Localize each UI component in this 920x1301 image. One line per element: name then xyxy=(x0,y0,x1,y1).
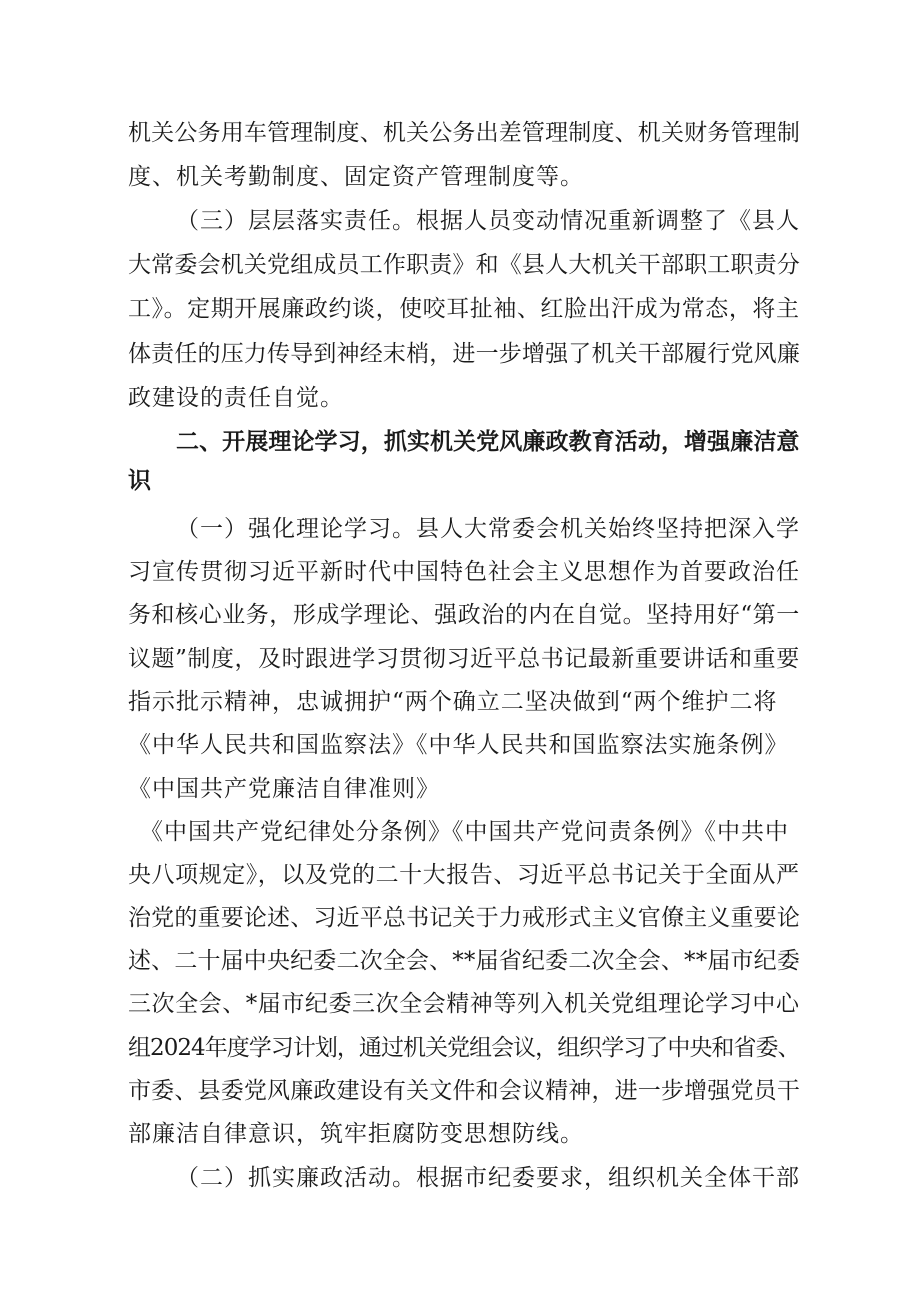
text-line: 机关公务用车管理制度、机关公务出差管理制度、机关财务管理制 xyxy=(128,120,800,146)
text-line: 三次全会、*届市纪委三次全会精神等列入机关党组理论学习中心 xyxy=(128,991,800,1017)
text-line: 体责任的压力传导到神经末梢，进一步增强了机关干部履行党风廉 xyxy=(128,341,800,367)
text-line: 度、机关考勤制度、固定资产管理制度等。 xyxy=(128,164,584,190)
text-line: 大常委会机关党组成员工作职责》和《县人大机关干部职工职责分 xyxy=(128,252,800,278)
text-line: 《中国共产党纪律处分条例》《中国共产党问责条例》《中共中 xyxy=(140,819,789,845)
section-heading: 二、开展理论学习，抓实机关党风廉政教育活动，增强廉洁意 xyxy=(176,429,800,455)
text-line: 部廉洁自律意识，筑牢拒腐防变思想防线。 xyxy=(128,1121,584,1147)
text-line: 议题”制度，及时跟进学习贯彻习近平总书记最新重要讲话和重要 xyxy=(128,646,800,672)
text-line: 治党的重要论述、习近平总书记关于力戒形式主义官僚主义重要论 xyxy=(128,905,800,931)
text-line: 工》。定期开展廉政约谈，使咬耳扯袖、红脸出汗成为常态，将主 xyxy=(128,296,800,322)
text-line: 务和核心业务，形成学理论、强政治的内在自觉。坚持用好“第一 xyxy=(128,602,800,628)
section-heading-continued: 识 xyxy=(128,468,152,494)
text-line: 市委、县委党风廉政建设有关文件和会议精神，进一步增强党员干 xyxy=(128,1078,800,1104)
text-line: 组2024年度学习计划，通过机关党组会议，组织学习了中央和省委、 xyxy=(128,1035,800,1061)
text-line: 述、二十届中央纪委二次全会、**届省纪委二次全会、**届市纪委 xyxy=(128,948,800,974)
text-line: 习宣传贯彻习近平新时代中国特色社会主义思想作为首要政治任 xyxy=(128,559,800,585)
text-line: （一）强化理论学习。县人大常委会机关始终坚持把深入学 xyxy=(176,516,800,542)
text-line: 政建设的责任自觉。 xyxy=(128,385,344,411)
text-line: 央八项规定》，以及党的二十大报告、习近平总书记关于全面从严 xyxy=(128,862,800,888)
text-line: （二）抓实廉政活动。根据市纪委要求，组织机关全体干部 xyxy=(176,1165,800,1191)
text-line: 《中国共产党廉洁自律准则》 xyxy=(128,776,440,802)
text-line: （三）层层落实责任。根据人员变动情况重新调整了《县人 xyxy=(176,208,800,234)
text-line: 《中华人民共和国监察法》《中华人民共和国监察法实施条例》 xyxy=(128,732,789,758)
text-line: 指示批示精神，忠诚拥护“两个确立二坚决做到“两个维护二将 xyxy=(128,689,778,715)
